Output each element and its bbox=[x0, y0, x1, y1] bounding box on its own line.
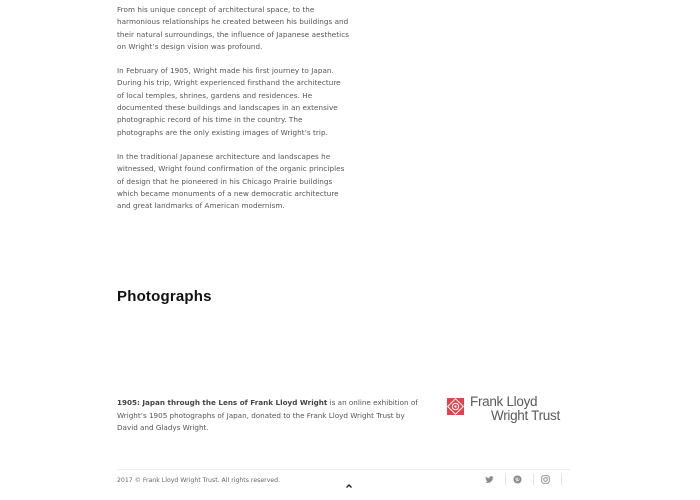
intro-paragraph-1: From his unique concept of architectural space, to the harmonious relationships he created between his buildings and their natural surroundings, the influence of Japanese aesthetics on Wright’s design vision was profound. bbox=[117, 5, 349, 51]
intro-paragraph-3: In the traditional Japanese architecture and landscapes he witnessed, Wright found confirmation of the organic principles of design that he pioneered in his Chicago Prairie buildings which became monuments of a new democratic architecture and great landmarks of American modernism. bbox=[117, 151, 345, 211]
exhibition-description: is an online exhibition of Wright’s 1905 photographs of Japan, donated to the Frank Lloyd Wright Trust by David and Gladys Wright. bbox=[117, 398, 418, 432]
logo-text-line-2: Wright Trust bbox=[491, 408, 560, 423]
pinterest-link[interactable] bbox=[510, 473, 526, 487]
instagram-link[interactable] bbox=[538, 473, 554, 487]
twitter-link[interactable] bbox=[482, 473, 498, 487]
logo-mark-icon bbox=[447, 398, 464, 415]
instagram-icon bbox=[541, 475, 550, 484]
twitter-icon bbox=[485, 475, 494, 484]
intro-text bbox=[117, 4, 349, 224]
exhibition-title: 1905: Japan through the Lens of Frank Lloyd Wright bbox=[117, 398, 328, 407]
intro-paragraph-2: In February of 1905, Wright made his first journey to Japan. During his trip, Wright experienced firsthand the architecture of local temples, shrines, gardens and residences. He documented these buildings and landscapes in an extensive photographic record of his time in the country. The photographs are the only existing images of Wright’s trip. bbox=[117, 66, 341, 137]
exhibition-about bbox=[117, 397, 422, 435]
social-separator bbox=[533, 474, 534, 485]
frank-lloyd-wright-trust-logo[interactable] bbox=[447, 395, 572, 423]
social-separator bbox=[561, 474, 562, 485]
chevron-up-icon bbox=[343, 481, 355, 491]
photographs-heading: Photographs bbox=[117, 288, 212, 305]
copyright-text: 2017 © Frank Lloyd Wright Trust. All rights reserved. bbox=[117, 477, 281, 484]
footer-divider bbox=[117, 469, 570, 470]
social-separator bbox=[505, 474, 506, 485]
pinterest-icon bbox=[513, 475, 522, 484]
logo-text-line-1: Frank Lloyd bbox=[470, 394, 538, 409]
back-to-top-button[interactable] bbox=[343, 476, 355, 486]
